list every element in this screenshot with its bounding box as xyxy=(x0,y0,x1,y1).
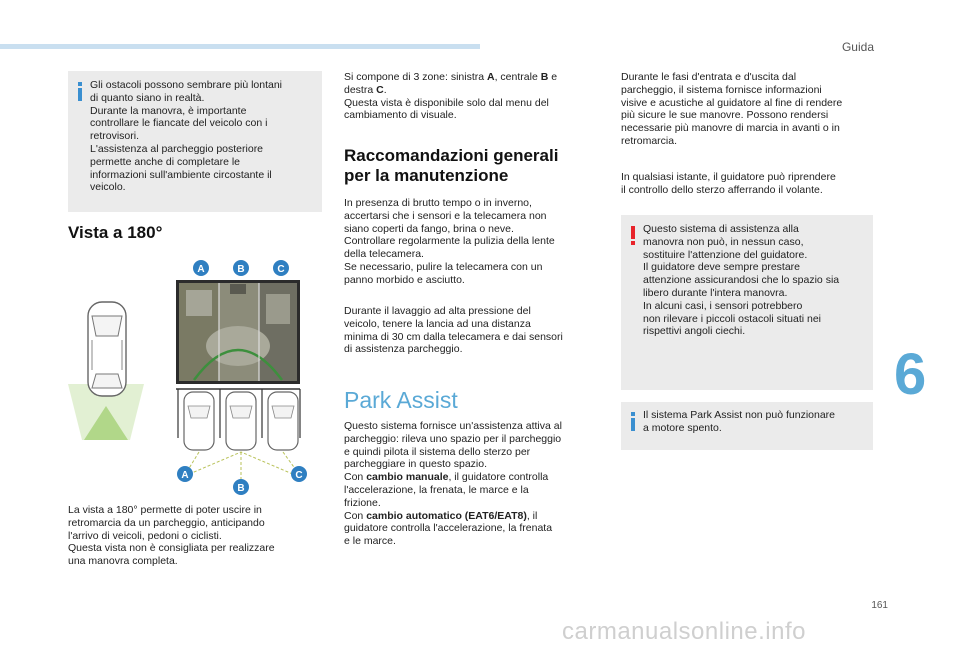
diagram-label-b-top: B xyxy=(237,264,245,275)
info-icon xyxy=(78,82,82,101)
chapter-number: 6 xyxy=(894,342,927,407)
warning-box-text: Questo sistema di assistenza alla manovra non può, in nessun caso, sostituire l'attenzione del guidatore. Il guidatore deve sempre prestare attenzione assicurandosi che lo spazio sia libero durante l'intera manovra. In alcuni casi, i sensori potrebbero non rilevare i piccoli ostacoli situati nei rispettivi angoli ciechi. xyxy=(643,223,840,338)
heading-vista-180: Vista a 180° xyxy=(68,223,163,242)
section-label: Guida xyxy=(841,40,874,54)
diagram-label-c-top: C xyxy=(277,264,285,275)
header-bar xyxy=(0,44,480,49)
heading-maintenance: Raccomandazioni generali per la manutenzione xyxy=(344,146,559,185)
park-assist-phases: Durante le fasi d'entrata e d'uscita dal parcheggio, il sistema fornisce informazioni visive e acustiche al guidatore al fine di rendere più sicure le sue manovre. Possono rendersi necessarie più manovre di marcia in avanti o in retromarcia. xyxy=(621,71,843,147)
watermark: carmanualsonline.info xyxy=(562,618,806,645)
park-assist-intro: Questo sistema fornisce un'assistenza attiva al parcheggio: rileva uno spazio per il parcheggio e quindi pilota il sistema dello sterzo per parcheggiare in questo spazio. Con cambio manuale, il guidatore controlla l'accelerazione, la frenata, le marce e la frizione. Con cambio automatico (EAT6/EAT8), il guidatore controlla l'accelerazione, la frenata e le marce. xyxy=(344,420,562,548)
heading-park-assist: Park Assist xyxy=(344,387,458,413)
diagram-label-a-top: A xyxy=(197,264,205,275)
maintenance-para-2: Durante il lavaggio ad alta pressione del veicolo, tenere la lancia ad una distanza minima di 30 cm dalla telecamera e dai sensori di assistenza parcheggio. xyxy=(344,305,563,356)
diagram-label-a-bottom: A xyxy=(181,470,189,481)
diagram-label-c-bottom: C xyxy=(295,470,303,481)
warning-box xyxy=(621,215,873,390)
info-box-text: Gli ostacoli possono sembrare più lontani di quanto siano in realtà. Durante la manovra, è importante controllare le fiancate del veicolo con i retrovisori. L'assistenza al parcheggio posteriore permette anche di completare le informazioni sull'ambiente circostante il veicolo. xyxy=(90,79,283,194)
diagram-label-b-bottom: B xyxy=(237,483,245,494)
info-icon xyxy=(631,412,635,431)
info-box-engine-off-text: Il sistema Park Assist non può funzionare a motore spento. xyxy=(643,409,836,434)
page-number: 161 xyxy=(871,600,888,611)
info-box-engine-off xyxy=(621,402,873,450)
vista-180-caption: La vista a 180° permette di poter uscire in retromarcia da un parcheggio, anticipando l'arrivo di veicoli, pedoni o ciclisti. Questa vista non è consigliata per realizzare una manovra completa. xyxy=(68,504,275,568)
info-box-obstacles xyxy=(68,71,322,212)
maintenance-para-1: In presenza di brutto tempo o in inverno, accertarsi che i sensori e la telecamera non siano coperti da fango, brina o neve. Controllare regolarmente la pulizia della lente della telecamera. Se necessario, pulire la telecamera con un panno morbido e asciutto. xyxy=(344,197,555,286)
warning-icon xyxy=(631,226,635,245)
zones-text: Si compone di 3 zone: sinistra A, centrale B e destra C. Questa vista è disponibile solo dal menu del cambiamento di visuale. xyxy=(344,71,558,122)
vista-180-diagram xyxy=(68,256,330,498)
steering-control: In qualsiasi istante, il guidatore può riprendere il controllo dello sterzo afferrando il volante. xyxy=(621,171,836,196)
